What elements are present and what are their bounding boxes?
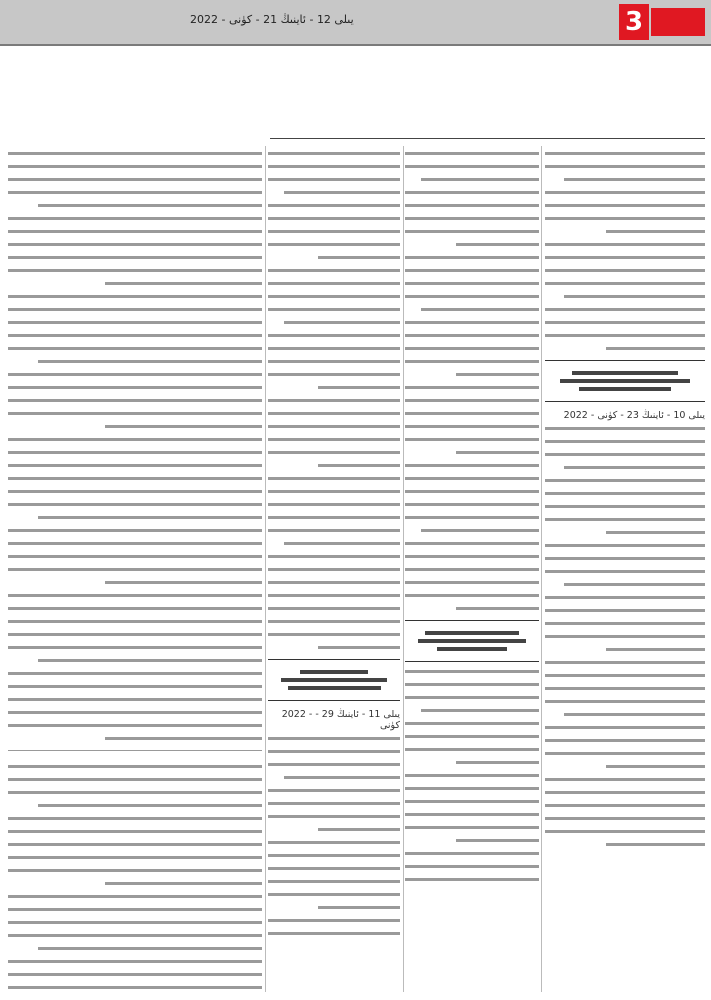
col3-text-block-2 — [268, 737, 400, 935]
headline — [430, 52, 700, 102]
column-1 — [545, 146, 705, 992]
col3-box-heading — [268, 659, 400, 701]
col4-text-block — [8, 152, 262, 740]
column-3 — [268, 146, 400, 992]
column-divider — [541, 146, 542, 992]
col2-text-block — [405, 152, 539, 610]
col3-date: 2022 - يىلى 11 - ئاينىڭ 29 - كۈنى — [281, 709, 400, 731]
col2-text-block-2 — [405, 670, 539, 881]
col3-text-block — [268, 152, 400, 649]
dateline: 2022 - يىلى 12 - ئاينىڭ 21 - كۈنى — [190, 13, 354, 26]
col1-text-block-2 — [545, 427, 705, 846]
masthead — [0, 0, 711, 46]
col4-caption — [8, 750, 262, 759]
brand-logo — [651, 8, 705, 36]
subheadline — [275, 110, 705, 134]
col1-box-heading — [545, 360, 705, 402]
column-divider — [265, 146, 266, 992]
col1-text-block — [545, 152, 705, 350]
page-number: 3 — [619, 4, 649, 40]
column-2 — [405, 146, 539, 992]
col1-date: 2022 - يىلى 10 - ئاينىڭ 23 - كۈنى — [563, 410, 705, 421]
column-divider — [403, 146, 404, 992]
col4-text-block-2 — [8, 765, 262, 992]
headline-rule — [270, 138, 705, 139]
col2-box-heading — [405, 620, 539, 662]
column-4 — [8, 146, 262, 992]
